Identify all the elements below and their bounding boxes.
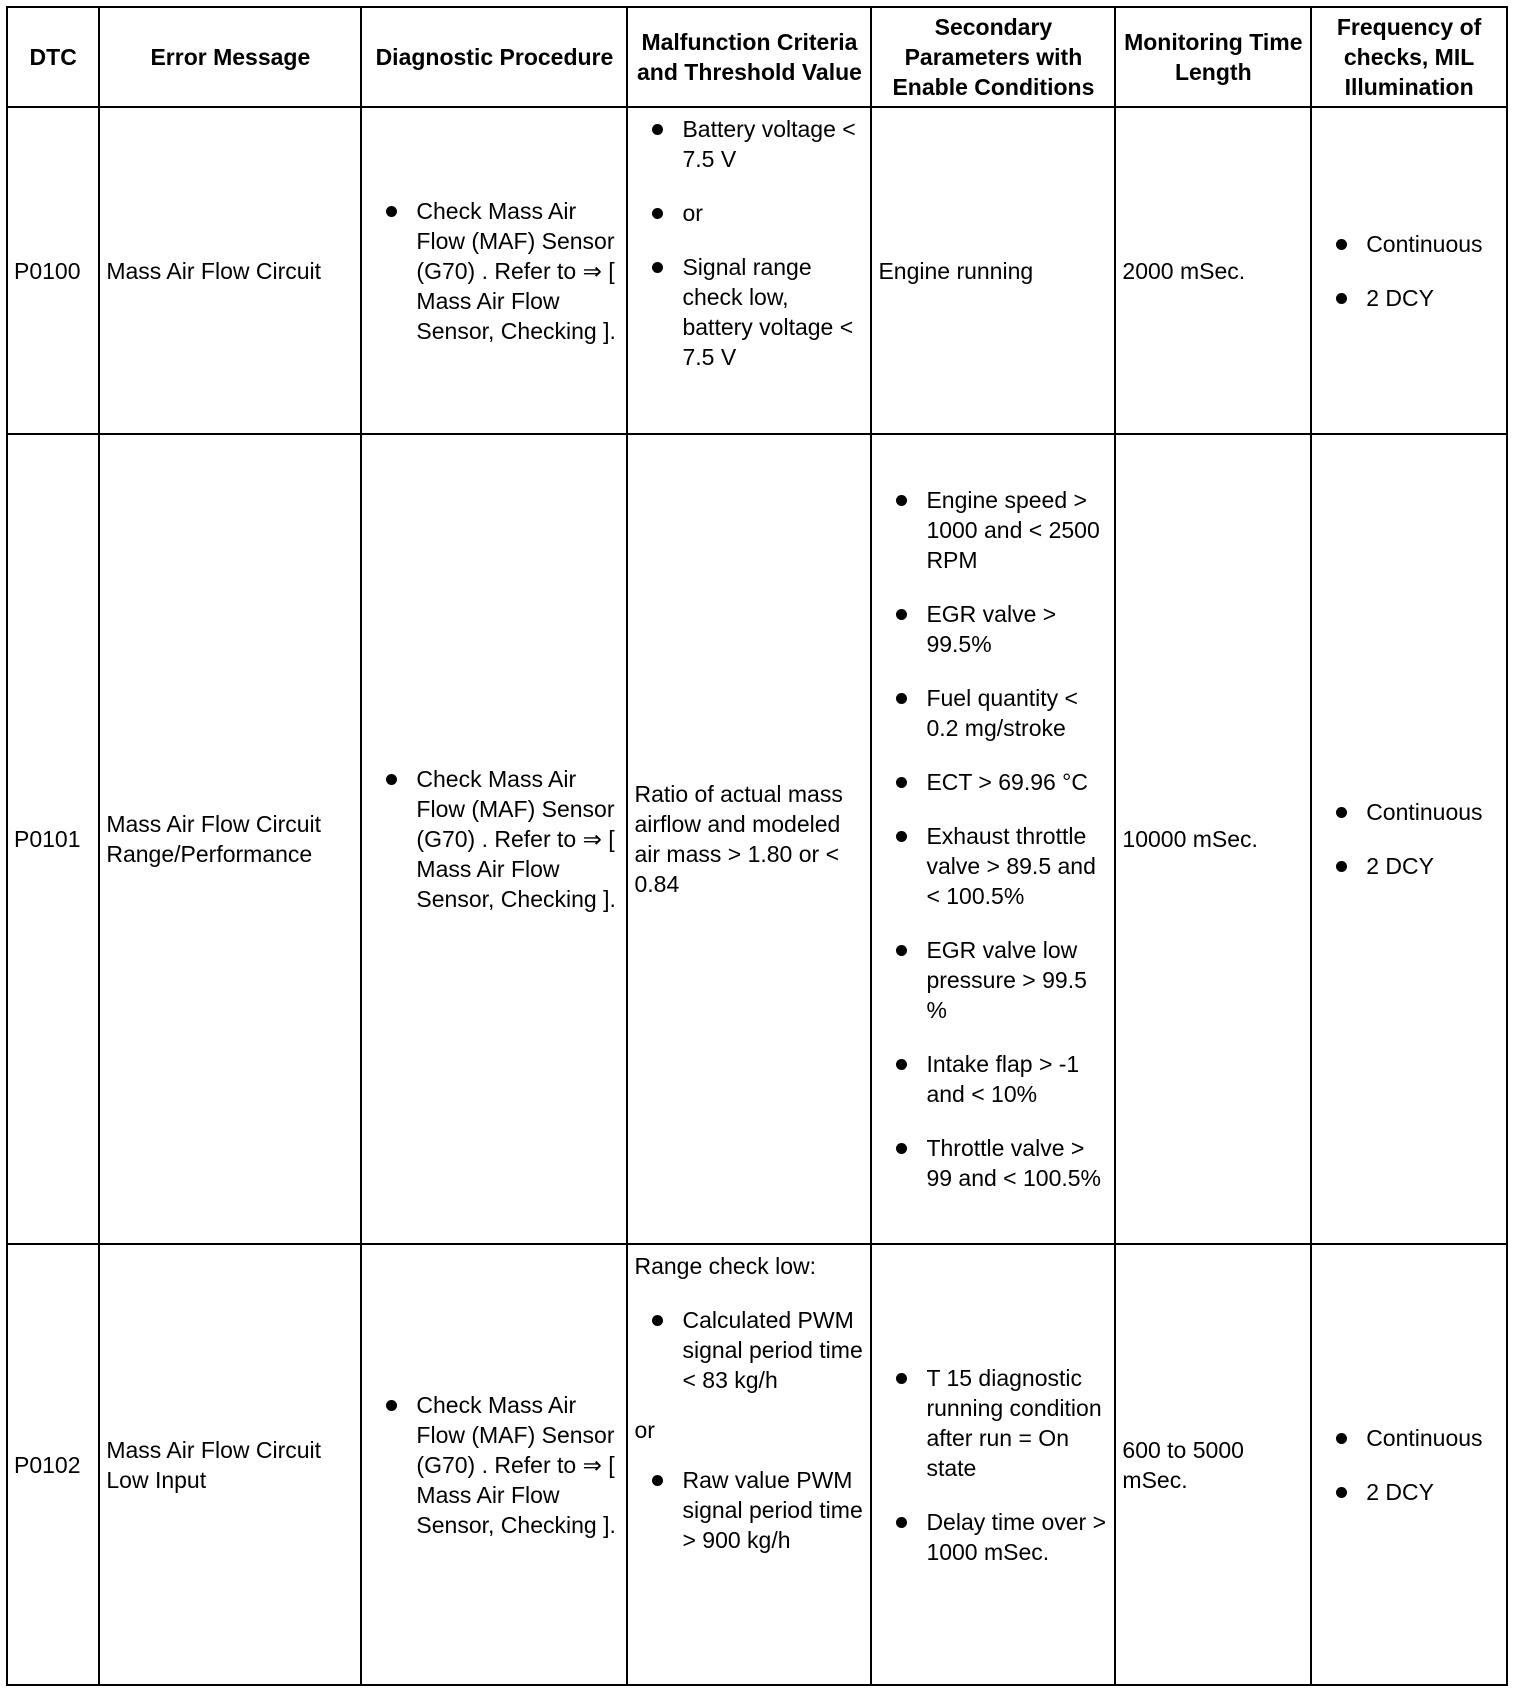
diagnostic-procedure — [361, 107, 627, 434]
secondary-item: EGR valve > 99.5% — [878, 599, 1108, 659]
procedure-item: Check Mass Air Flow (MAF) Sensor (G70) . Refer to ⇒ [ Mass Air Flow Sensor, Checking ]. — [368, 196, 620, 346]
secondary-item: EGR valve low pressure > 99.5 % — [878, 935, 1108, 1025]
frequency — [1311, 107, 1507, 434]
malfunction-criteria — [627, 107, 871, 434]
secondary-item: Intake flap > -1 and < 10% — [878, 1049, 1108, 1109]
procedure-item: Check Mass Air Flow (MAF) Sensor (G70) . Refer to ⇒ [ Mass Air Flow Sensor, Checking ]. — [368, 1390, 620, 1540]
header-secondary-parameters: Secondary Parameters with Enable Conditions — [871, 7, 1115, 107]
secondary-item: Throttle valve > 99 and < 100.5% — [878, 1133, 1108, 1193]
header-malfunction-criteria: Malfunction Criteria and Threshold Value — [627, 7, 871, 107]
dtc-code: P0100 — [7, 107, 99, 434]
secondary-item: ECT > 69.96 °C — [878, 767, 1108, 797]
dtc-code: P0101 — [7, 434, 99, 1244]
secondary-item: Engine speed > 1000 and < 2500 RPM — [878, 485, 1108, 575]
frequency — [1311, 1244, 1507, 1685]
criteria-intro: Range check low: — [634, 1253, 817, 1279]
frequency-item: 2 DCY — [1318, 851, 1500, 881]
dtc-table — [6, 6, 1508, 1686]
table-row-p0100 — [7, 107, 1507, 434]
secondary-parameters: Engine running — [871, 107, 1115, 434]
frequency-item: Continuous — [1318, 229, 1500, 259]
criteria-item: Raw value PWM signal period time > 900 kg/h — [634, 1465, 864, 1555]
header-diagnostic-procedure: Diagnostic Procedure — [361, 7, 627, 107]
error-message: Mass Air Flow Circuit — [99, 107, 361, 434]
criteria-or: or — [634, 1417, 655, 1443]
dtc-code: P0102 — [7, 1244, 99, 1685]
diagnostic-procedure — [361, 1244, 627, 1685]
procedure-item: Check Mass Air Flow (MAF) Sensor (G70) . Refer to ⇒ [ Mass Air Flow Sensor, Checking ]. — [368, 764, 620, 914]
secondary-item: T 15 diagnostic running condition after run = On state — [878, 1363, 1108, 1483]
secondary-parameters — [871, 434, 1115, 1244]
criteria-item: Signal range check low, battery voltage < 7.5 V — [634, 252, 864, 372]
malfunction-criteria: Ratio of actual mass airflow and modeled air mass > 1.80 or < 0.84 — [627, 434, 871, 1244]
criteria-item: or — [634, 198, 864, 228]
table-row-p0102 — [7, 1244, 1507, 1685]
error-message: Mass Air Flow Circuit Range/Performance — [99, 434, 361, 1244]
error-message: Mass Air Flow Circuit Low Input — [99, 1244, 361, 1685]
frequency-item: Continuous — [1318, 797, 1500, 827]
monitoring-time: 2000 mSec. — [1115, 107, 1311, 434]
header-error-message: Error Message — [99, 7, 361, 107]
secondary-item: Exhaust throttle valve > 89.5 and < 100.5% — [878, 821, 1108, 911]
header-monitoring-time: Monitoring Time Length — [1115, 7, 1311, 107]
header-row — [7, 7, 1507, 107]
frequency-item: 2 DCY — [1318, 1477, 1500, 1507]
header-frequency: Frequency of checks, MIL Illumination — [1311, 7, 1507, 107]
monitoring-time: 10000 mSec. — [1115, 434, 1311, 1244]
criteria-item: Battery voltage < 7.5 V — [634, 114, 864, 174]
frequency-item: Continuous — [1318, 1423, 1500, 1453]
monitoring-time: 600 to 5000 mSec. — [1115, 1244, 1311, 1685]
frequency-item: 2 DCY — [1318, 283, 1500, 313]
secondary-item: Delay time over > 1000 mSec. — [878, 1507, 1108, 1567]
frequency — [1311, 434, 1507, 1244]
criteria-item: Calculated PWM signal period time < 83 kg/h — [634, 1305, 864, 1395]
secondary-item: Fuel quantity < 0.2 mg/stroke — [878, 683, 1108, 743]
diagnostic-procedure — [361, 434, 627, 1244]
table-row-p0101 — [7, 434, 1507, 1244]
secondary-parameters — [871, 1244, 1115, 1685]
malfunction-criteria — [627, 1244, 871, 1685]
header-dtc: DTC — [7, 7, 99, 107]
